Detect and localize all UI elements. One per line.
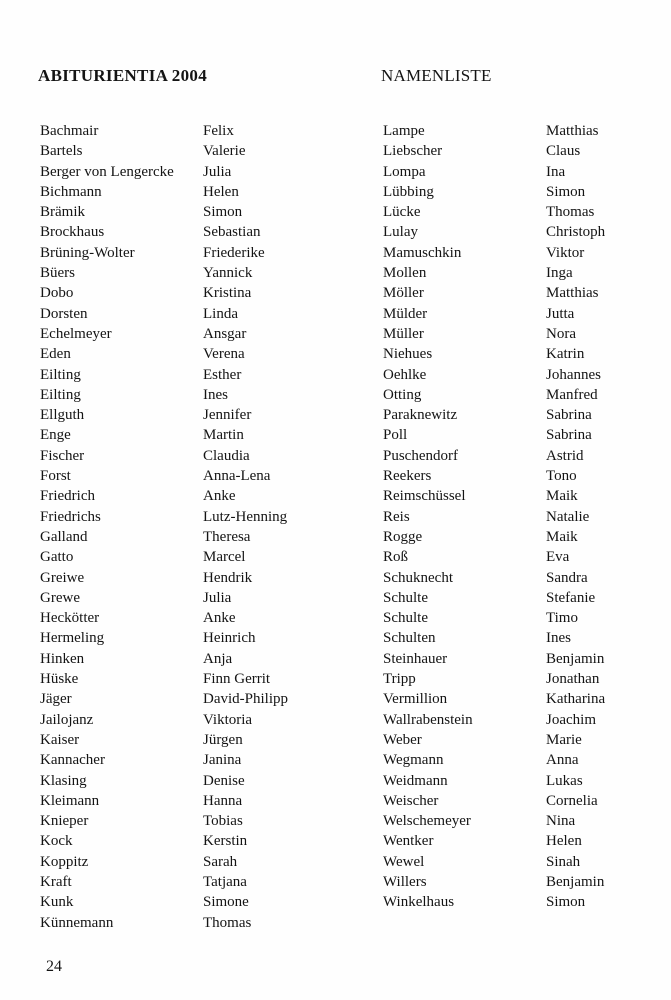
surname-cell: Bachmair	[40, 123, 99, 139]
surname-cell: Willers	[383, 873, 427, 890]
first-name-cell: Sandra	[546, 569, 588, 586]
first-name-cell: Jürgen	[203, 731, 243, 748]
first-name-cell: Felix	[203, 123, 234, 139]
page-title: ABITURIENTIA 2004	[38, 66, 207, 85]
first-name-cell: Verena	[203, 346, 245, 363]
first-name-cell: Maik	[546, 528, 578, 545]
first-name-cell: Anna	[546, 752, 579, 769]
surname-cell: Wewel	[383, 853, 425, 870]
first-name-cell: Claus	[546, 143, 581, 160]
first-name-cell: Sabrina	[546, 407, 592, 424]
surname-cell: Greiwe	[40, 569, 85, 586]
first-name-cell: Tobias	[203, 813, 243, 830]
left-firstname-column	[203, 121, 288, 933]
surname-cell: Bichmann	[40, 183, 102, 200]
first-name-cell: Katharina	[546, 691, 606, 708]
surname-cell: Hüske	[40, 671, 79, 688]
first-name-cell: Anke	[203, 610, 236, 627]
surname-cell: Dobo	[40, 285, 74, 302]
surname-cell: Bartels	[40, 143, 83, 160]
surname-cell: Kunk	[40, 894, 74, 911]
first-name-cell: Jonathan	[546, 671, 600, 688]
first-name-cell: Janina	[203, 752, 242, 769]
surname-cell: Kannacher	[40, 752, 105, 769]
surname-cell: Brüning-Wolter	[40, 244, 135, 261]
first-name-cell: Thomas	[546, 204, 595, 221]
surname-cell: Lampe	[383, 123, 425, 139]
first-name-cell: Yannick	[203, 265, 253, 282]
surname-cell: Schuknecht	[383, 569, 453, 586]
first-name-cell: Timo	[546, 610, 578, 627]
surname-cell: Fischer	[40, 447, 85, 464]
surname-cell: Echelmeyer	[40, 325, 112, 342]
surname-cell: Lulay	[383, 224, 418, 241]
first-name-cell: Marie	[546, 731, 582, 748]
first-name-cell: Esther	[203, 366, 242, 383]
surname-cell: Jäger	[40, 691, 72, 708]
surname-cell: Kock	[40, 833, 73, 850]
surname-cell: Niehues	[383, 346, 433, 363]
surname-cell: Friedrichs	[40, 508, 101, 525]
first-name-cell: Simon	[546, 183, 586, 200]
surname-cell: Künnemann	[40, 914, 114, 931]
surname-cell: Brämik	[40, 204, 85, 221]
surname-cell: Reimschüssel	[383, 488, 466, 505]
surname-cell: Hinken	[40, 650, 85, 667]
surname-cell: Tripp	[383, 671, 416, 688]
surname-cell: Weber	[383, 731, 422, 748]
surname-cell: Liebscher	[383, 143, 443, 160]
surname-cell: Vermillion	[383, 691, 448, 708]
first-name-cell: Sarah	[203, 853, 238, 870]
surname-cell: Lompa	[383, 163, 426, 180]
surname-cell: Forst	[40, 468, 71, 485]
first-name-cell: Heinrich	[203, 630, 256, 647]
first-name-cell: Claudia	[203, 447, 250, 464]
surname-cell: Berger von Lengercke	[40, 163, 174, 180]
first-name-cell: Linda	[203, 305, 238, 322]
surname-cell: Eden	[40, 346, 71, 363]
first-name-cell: Astrid	[546, 447, 584, 464]
surname-cell: Enge	[40, 427, 71, 444]
first-name-cell: Stefanie	[546, 589, 596, 606]
first-name-cell: Nora	[546, 325, 576, 342]
surname-cell: Schulte	[383, 589, 428, 606]
surname-cell: Schulte	[383, 610, 428, 627]
first-name-cell: Viktor	[546, 244, 585, 261]
first-name-cell: Katrin	[546, 346, 585, 363]
first-name-cell: Simone	[203, 894, 249, 911]
surname-cell: Mülder	[383, 305, 428, 322]
first-name-cell: Simon	[546, 894, 586, 911]
first-name-cell: Ines	[203, 386, 228, 403]
first-name-cell: Cornelia	[546, 792, 598, 809]
left-surname-column	[40, 121, 174, 933]
right-surname-column	[383, 121, 473, 913]
first-name-cell: Kerstin	[203, 833, 248, 850]
first-name-cell: Marcel	[203, 549, 246, 566]
surname-cell: Reis	[383, 508, 410, 525]
first-name-cell: Anna-Lena	[203, 468, 271, 485]
first-name-cell: Ina	[546, 163, 566, 180]
first-name-cell: Kristina	[203, 285, 252, 302]
surname-cell: Roß	[383, 549, 409, 566]
first-name-cell: Jennifer	[203, 407, 252, 424]
surname-cell: Poll	[383, 427, 408, 444]
first-name-cell: Viktoria	[203, 711, 253, 728]
surname-cell: Winkelhaus	[383, 894, 455, 911]
first-name-cell: Lutz-Henning	[203, 508, 288, 525]
first-name-cell: Julia	[203, 589, 232, 606]
first-name-cell: Jutta	[546, 305, 575, 322]
first-name-cell: Benjamin	[546, 873, 605, 890]
first-name-cell: Martin	[203, 427, 244, 444]
first-name-cell: Johannes	[546, 366, 601, 383]
first-name-cell: Friederike	[203, 244, 265, 261]
first-name-cell: Eva	[546, 549, 570, 566]
surname-cell: Schulten	[383, 630, 436, 647]
surname-cell: Kleimann	[40, 792, 100, 809]
surname-cell: Jailojanz	[40, 711, 94, 728]
surname-cell: Koppitz	[40, 853, 89, 870]
surname-cell: Knieper	[40, 813, 89, 830]
first-name-cell: Christoph	[546, 224, 606, 241]
first-name-cell: Theresa	[203, 528, 251, 545]
surname-cell: Kraft	[40, 873, 72, 890]
surname-cell: Mollen	[383, 265, 427, 282]
first-name-cell: Anke	[203, 488, 236, 505]
page-number: 24	[46, 958, 62, 975]
first-name-cell: Tono	[546, 468, 577, 485]
first-name-cell: Finn Gerrit	[203, 671, 271, 688]
surname-cell: Wegmann	[383, 752, 444, 769]
first-name-cell: Nina	[546, 813, 576, 830]
first-name-cell: Benjamin	[546, 650, 605, 667]
first-name-cell: Sebastian	[203, 224, 261, 241]
surname-cell: Rogge	[383, 528, 423, 545]
surname-cell: Weidmann	[383, 772, 448, 789]
first-name-cell: Helen	[203, 183, 239, 200]
surname-cell: Grewe	[40, 589, 80, 606]
first-name-cell: David-Philipp	[203, 691, 288, 708]
surname-cell: Weischer	[383, 792, 439, 809]
right-firstname-column	[546, 121, 605, 913]
surname-cell: Eilting	[40, 386, 81, 403]
first-name-cell: Simon	[203, 204, 243, 221]
surname-cell: Heckötter	[40, 610, 100, 627]
surname-cell: Lücke	[383, 204, 421, 221]
surname-cell: Müller	[383, 325, 424, 342]
surname-cell: Friedrich	[40, 488, 95, 505]
first-name-cell: Tatjana	[203, 873, 247, 890]
surname-cell: Eilting	[40, 366, 81, 383]
first-name-cell: Thomas	[203, 914, 252, 931]
surname-cell: Hermeling	[40, 630, 105, 647]
page-subtitle: NAMENLISTE	[381, 66, 492, 85]
first-name-cell: Julia	[203, 163, 232, 180]
surname-cell: Klasing	[40, 772, 87, 789]
surname-cell: Kaiser	[40, 731, 80, 748]
first-name-cell: Joachim	[546, 711, 596, 728]
surname-cell: Möller	[383, 285, 424, 302]
first-name-cell: Matthias	[546, 123, 599, 139]
first-name-cell: Hendrik	[203, 569, 253, 586]
surname-cell: Wallrabenstein	[383, 711, 473, 728]
first-name-cell: Valerie	[203, 143, 246, 160]
surname-cell: Dorsten	[40, 305, 88, 322]
surname-cell: Mamuschkin	[383, 244, 462, 261]
first-name-cell: Hanna	[203, 792, 243, 809]
surname-cell: Brockhaus	[40, 224, 105, 241]
surname-cell: Galland	[40, 528, 88, 545]
first-name-cell: Lukas	[546, 772, 583, 789]
first-name-cell: Manfred	[546, 386, 598, 403]
surname-cell: Lübbing	[383, 183, 434, 200]
surname-cell: Otting	[383, 386, 422, 403]
first-name-cell: Helen	[546, 833, 582, 850]
first-name-cell: Ines	[546, 630, 571, 647]
first-name-cell: Anja	[203, 650, 233, 667]
first-name-cell: Natalie	[546, 508, 590, 525]
first-name-cell: Denise	[203, 772, 245, 789]
first-name-cell: Matthias	[546, 285, 599, 302]
surname-cell: Welschemeyer	[383, 813, 471, 830]
surname-cell: Oehlke	[383, 366, 427, 383]
first-name-cell: Sabrina	[546, 427, 592, 444]
surname-cell: Ellguth	[40, 407, 85, 424]
surname-cell: Gatto	[40, 549, 74, 566]
surname-cell: Paraknewitz	[383, 407, 458, 424]
surname-cell: Puschendorf	[383, 447, 458, 464]
first-name-cell: Sinah	[546, 853, 581, 870]
first-name-cell: Inga	[546, 265, 573, 282]
first-name-cell: Maik	[546, 488, 578, 505]
first-name-cell: Ansgar	[203, 325, 247, 342]
surname-cell: Wentker	[383, 833, 434, 850]
surname-cell: Steinhauer	[383, 650, 448, 667]
surname-cell: Reekers	[383, 468, 432, 485]
surname-cell: Büers	[40, 265, 75, 282]
